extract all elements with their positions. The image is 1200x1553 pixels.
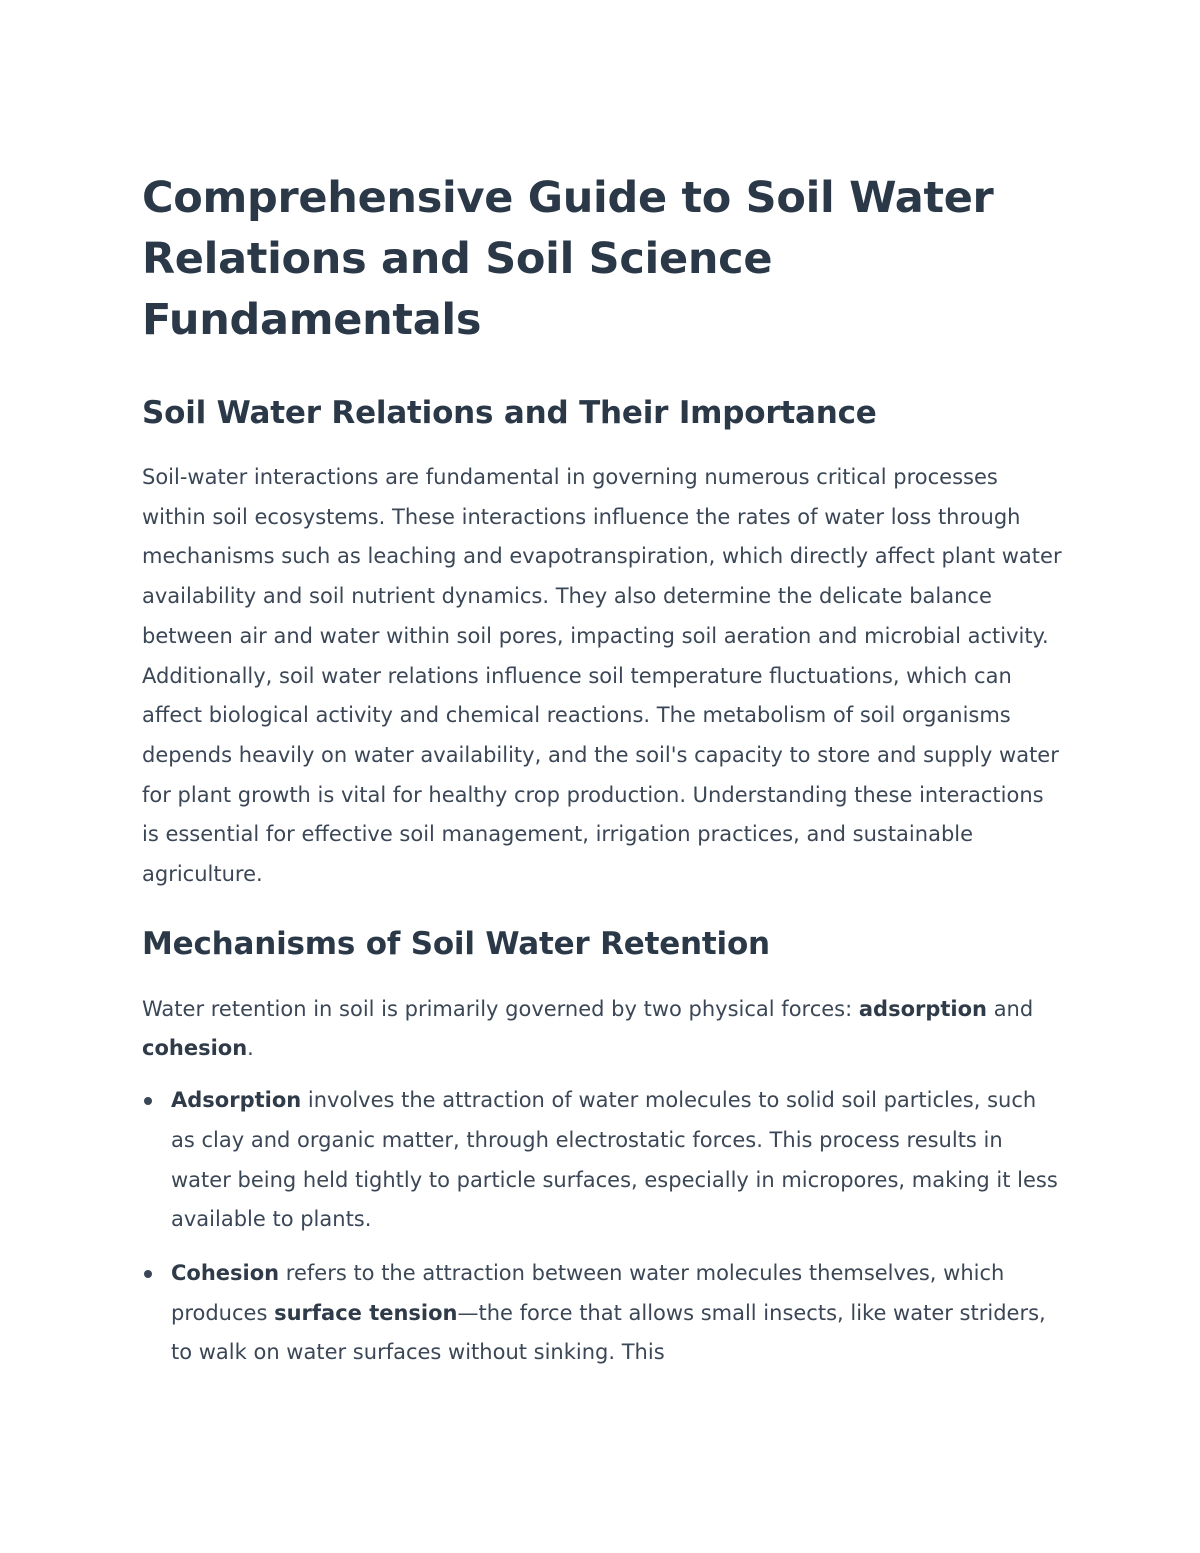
section-heading-soil-water-relations: Soil Water Relations and Their Importance [142, 395, 877, 431]
intro-text: Water retention in soil is primarily governed by two physical forces: [142, 996, 859, 1021]
list-item-text: —the force that allows small insects, like water striders, to walk on water surfaces without sinking. This [171, 1300, 1046, 1365]
intro-term-cohesion: cohesion [142, 1036, 248, 1061]
document-title: Comprehensive Guide to Soil Water Relations and Soil Science Fundamentals [142, 173, 994, 345]
section-intro-water-retention [142, 990, 1062, 1069]
list-item-text: refers to the attraction between water molecules themselves, which produces [171, 1260, 1005, 1325]
list-item-adsorption [142, 1081, 1062, 1240]
bullet-icon [144, 1270, 152, 1278]
section-heading-water-retention: Mechanisms of Soil Water Retention [142, 925, 770, 962]
list-item-text: involves the attraction of water molecules to solid soil particles, such as clay and organic matter, through electrostatic forces. This process results in water being held tightly to particle surfaces, especially in micropores, making it less available to plants. [171, 1088, 1058, 1232]
intro-text: . [247, 1036, 254, 1061]
document-page [142, 168, 1062, 1387]
intro-text: and [987, 996, 1034, 1021]
retention-mechanisms-list [142, 1081, 1062, 1373]
bullet-icon [144, 1097, 152, 1105]
list-item-term: Cohesion [171, 1260, 280, 1285]
list-item-cohesion [142, 1254, 1062, 1373]
list-item-term-surface-tension: surface tension [274, 1300, 458, 1325]
intro-term-adsorption: adsorption [858, 996, 988, 1021]
section-paragraph-soil-water-relations: Soil-water interactions are fundamental in governing numerous critical processes within soil ecosystems. These interactions influence the rates of water loss through mechanisms such as leaching and evapotranspiration, which directly affect plant water availability and soil nutrient dynamics. They also determine the delicate balance between air and water within soil pores, impacting soil aeration and microbial activity. Additionally, soil water relations influence soil temperature fluctuations, which can affect biological activity and chemical reactions. The metabolism of soil organisms depends heavily on water availability, and the soil's capacity to store and supply water for plant growth is vital for healthy crop production. Understanding these interactions is essential for effective soil management, irrigation practices, and sustainable agriculture. [142, 465, 1062, 887]
list-item-term: Adsorption [171, 1088, 302, 1113]
